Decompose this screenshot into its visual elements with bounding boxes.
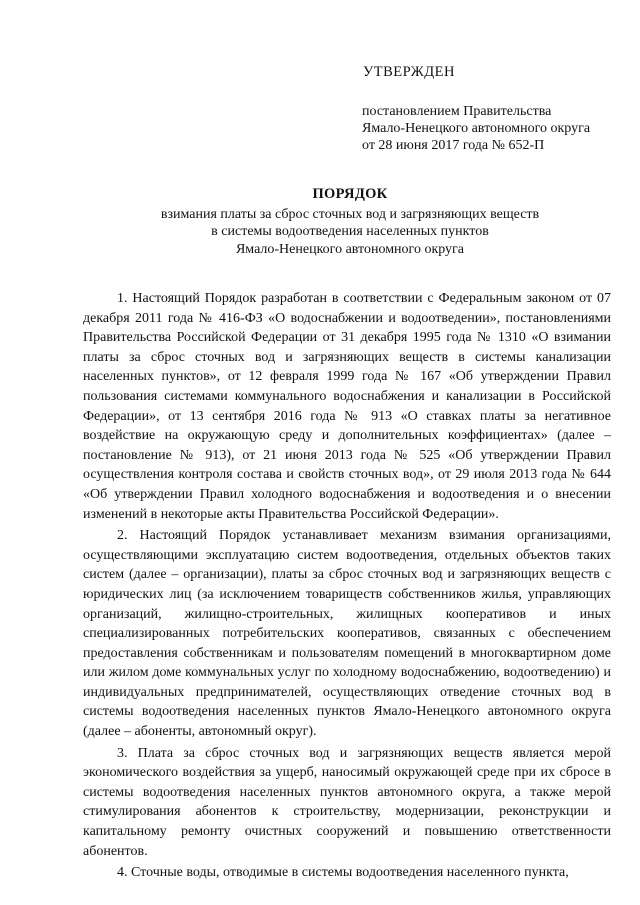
paragraph-1: 1. Настоящий Порядок разработан в соответствии с Федеральным законом от 07 декабря 2011 года № 416-ФЗ «О водоснабжении и водоотведении», постановлениями Правительства Российской Федерации от 31 декабря 1995 года № 1310 «О взимании платы за сброс сточных вод и загрязняющих веществ в системы канализации населенных пунктов», от 12 февраля 1999 года № 167 «Об утверждении Правил пользования системами коммунального водоснабжения и канализации в Российской Федерации», от 13 сентября 2016 года № 913 «О ставках платы за негативное воздействие на окружающую среду и дополнительных коэффициентах» (далее – постановление № 913), от 21 июня 2013 года № 525 «Об утверждении Правил осуществления контроля состава и свойств сточных вод», от 29 июля 2013 года № 644 «Об утверждении Правил холодного водоснабжения и водоотведения и о внесении изменений в некоторые акты Правительства Российской Федерации». [83, 291, 611, 522]
document-subtitle-line: взимания платы за сброс сточных вод и загрязняющих веществ [160, 206, 540, 222]
paragraph-3: 3. Плата за сброс сточных вод и загрязняющих веществ является мерой экономического воздействия за ущерб, наносимый окружающей среде при их сбросе в системы водоотведения населенных пунктов автономного округа, а также мерой стимулирования абонентов к строительству, модернизации, реконструкции и капитальному ремонту очистных сооружений и повышению ответственности абонентов. [83, 745, 611, 859]
document-title: ПОРЯДОК [312, 186, 388, 202]
document-subtitle-line: в системы водоотведения населенных пунктов [211, 224, 489, 239]
approval-stamp [362, 64, 590, 154]
document-title-block [80, 186, 620, 258]
paragraph-2: 2. Настоящий Порядок устанавливает механизм взимания организациями, осуществляющими эксплуатацию систем водоотведения, отдельных объектов таких систем (далее – организации), платы за сброс сточных вод и загрязняющих веществ с юридических лиц (за исключением товариществ собственников жилья, управляющих организаций, жилищно-строительных, жилищных кооперативов и иных специализированных потребительских кооперативов, связанных с обеспечением предоставления собственникам и пользователям помещений в многоквартирном доме или жилом доме коммунальных услуг по холодному водоснабжению, водоотведению) и индивидуальных предпринимателей, осуществляющих отведение сточных вод в системы водоотведения населенных пунктов Ямало-Ненецкого автономного округа (далее – абоненты, автономный округ). [83, 528, 611, 740]
approval-line: Ямало-Ненецкого автономного округа [362, 121, 591, 136]
approval-line: постановлением Правительства [362, 104, 552, 119]
document-body [83, 289, 611, 883]
document-subtitle-line: Ямало-Ненецкого автономного округа [235, 241, 465, 257]
approved-heading: УТВЕРЖДЕН [363, 64, 455, 80]
approval-line: от 28 июня 2017 года № 652-П [362, 138, 545, 153]
paragraph-4: 4. Сточные воды, отводимые в системы водоотведения населенного пункта, [117, 865, 569, 881]
